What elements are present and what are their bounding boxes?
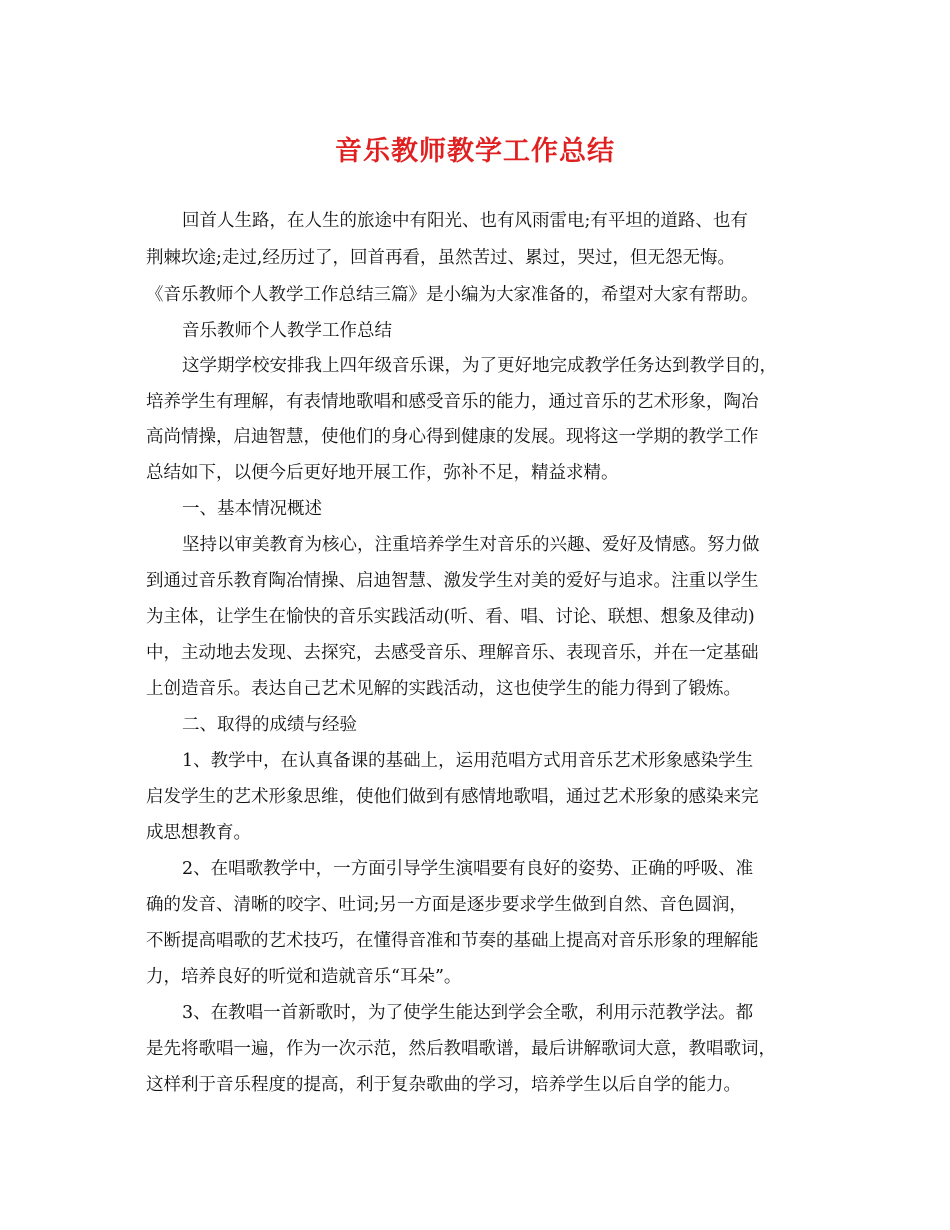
paragraph-line: 2、在唱歌教学中，一方面引导学生演唱要有良好的姿势、正确的呼吸、准: [182, 859, 754, 879]
paragraph-line: 确的发音、清晰的咬字、吐词;另一方面是逐步要求学生做到自然、音色圆润，: [146, 895, 747, 915]
paragraph-line: 成思想教育。: [146, 823, 251, 843]
paragraph-line: 1、教学中，在认真备课的基础上，运用范唱方式用音乐艺术形象感染学生: [182, 751, 754, 771]
page-title: 音乐教师教学工作总结: [335, 136, 615, 167]
section-heading: 二、取得的成绩与经验: [182, 715, 357, 735]
section-heading: 一、基本情况概述: [182, 499, 322, 519]
paragraph-line: 上创造音乐。表达自己艺术见解的实践活动，这也使学生的能力得到了锻炼。: [146, 679, 741, 699]
paragraph-line: 坚持以审美教育为核心，注重培养学生对音乐的兴趣、爱好及情感。努力做: [182, 535, 760, 555]
paragraph-line: 高尚情操，启迪智慧，使他们的身心得到健康的发展。现将这一学期的教学工作: [146, 427, 759, 447]
paragraph-line: 中，主动地去发现、去探究，去感受音乐、理解音乐、表现音乐，并在一定基础: [146, 643, 759, 663]
paragraph-line: 这学期学校安排我上四年级音乐课，为了更好地完成教学任务达到教学目的，: [182, 356, 777, 376]
section-heading: 音乐教师个人教学工作总结: [182, 321, 392, 341]
paragraph-line: 培养学生有理解，有表情地歌唱和感受音乐的能力，通过音乐的艺术形象，陶冶: [146, 392, 759, 412]
paragraph-line: 《音乐教师个人教学工作总结三篇》是小编为大家准备的，希望对大家有帮助。: [146, 285, 759, 305]
paragraph-line: 3、在教唱一首新歌时，为了使学生能达到学会全歌，利用示范教学法。都: [182, 1003, 754, 1023]
paragraph-line: 这样利于音乐程度的提高，利于复杂歌曲的学习，培养学生以后自学的能力。: [146, 1075, 741, 1095]
paragraph-line: 为主体，让学生在愉快的音乐实践活动(听、看、唱、讨论、联想、想象及律动): [146, 607, 755, 627]
paragraph-line: 回首人生路，在人生的旅途中有阳光、也有风雨雷电;有平坦的道路、也有: [182, 211, 748, 231]
paragraph-line: 启发学生的艺术形象思维，使他们做到有感情地歌唱，通过艺术形象的感染来完: [146, 787, 759, 807]
paragraph-line: 到通过音乐教育陶冶情操、启迪智慧、激发学生对美的爱好与追求。注重以学生: [146, 571, 759, 591]
paragraph-line: 总结如下，以便今后更好地开展工作，弥补不足，精益求精。: [146, 463, 619, 483]
paragraph-line: 不断提高唱歌的艺术技巧，在懂得音准和节奏的基础上提高对音乐形象的理解能: [146, 931, 759, 951]
paragraph-line: 力，培养良好的听觉和造就音乐“耳朵”。: [146, 967, 462, 987]
paragraph-line: 荆棘坎途;走过,经历过了，回首再看，虽然苦过、累过，哭过，但无怨无悔。: [146, 248, 735, 268]
paragraph-line: 是先将歌唱一遍，作为一次示范，然后教唱歌谱，最后讲解歌词大意，教唱歌词，: [146, 1039, 776, 1059]
